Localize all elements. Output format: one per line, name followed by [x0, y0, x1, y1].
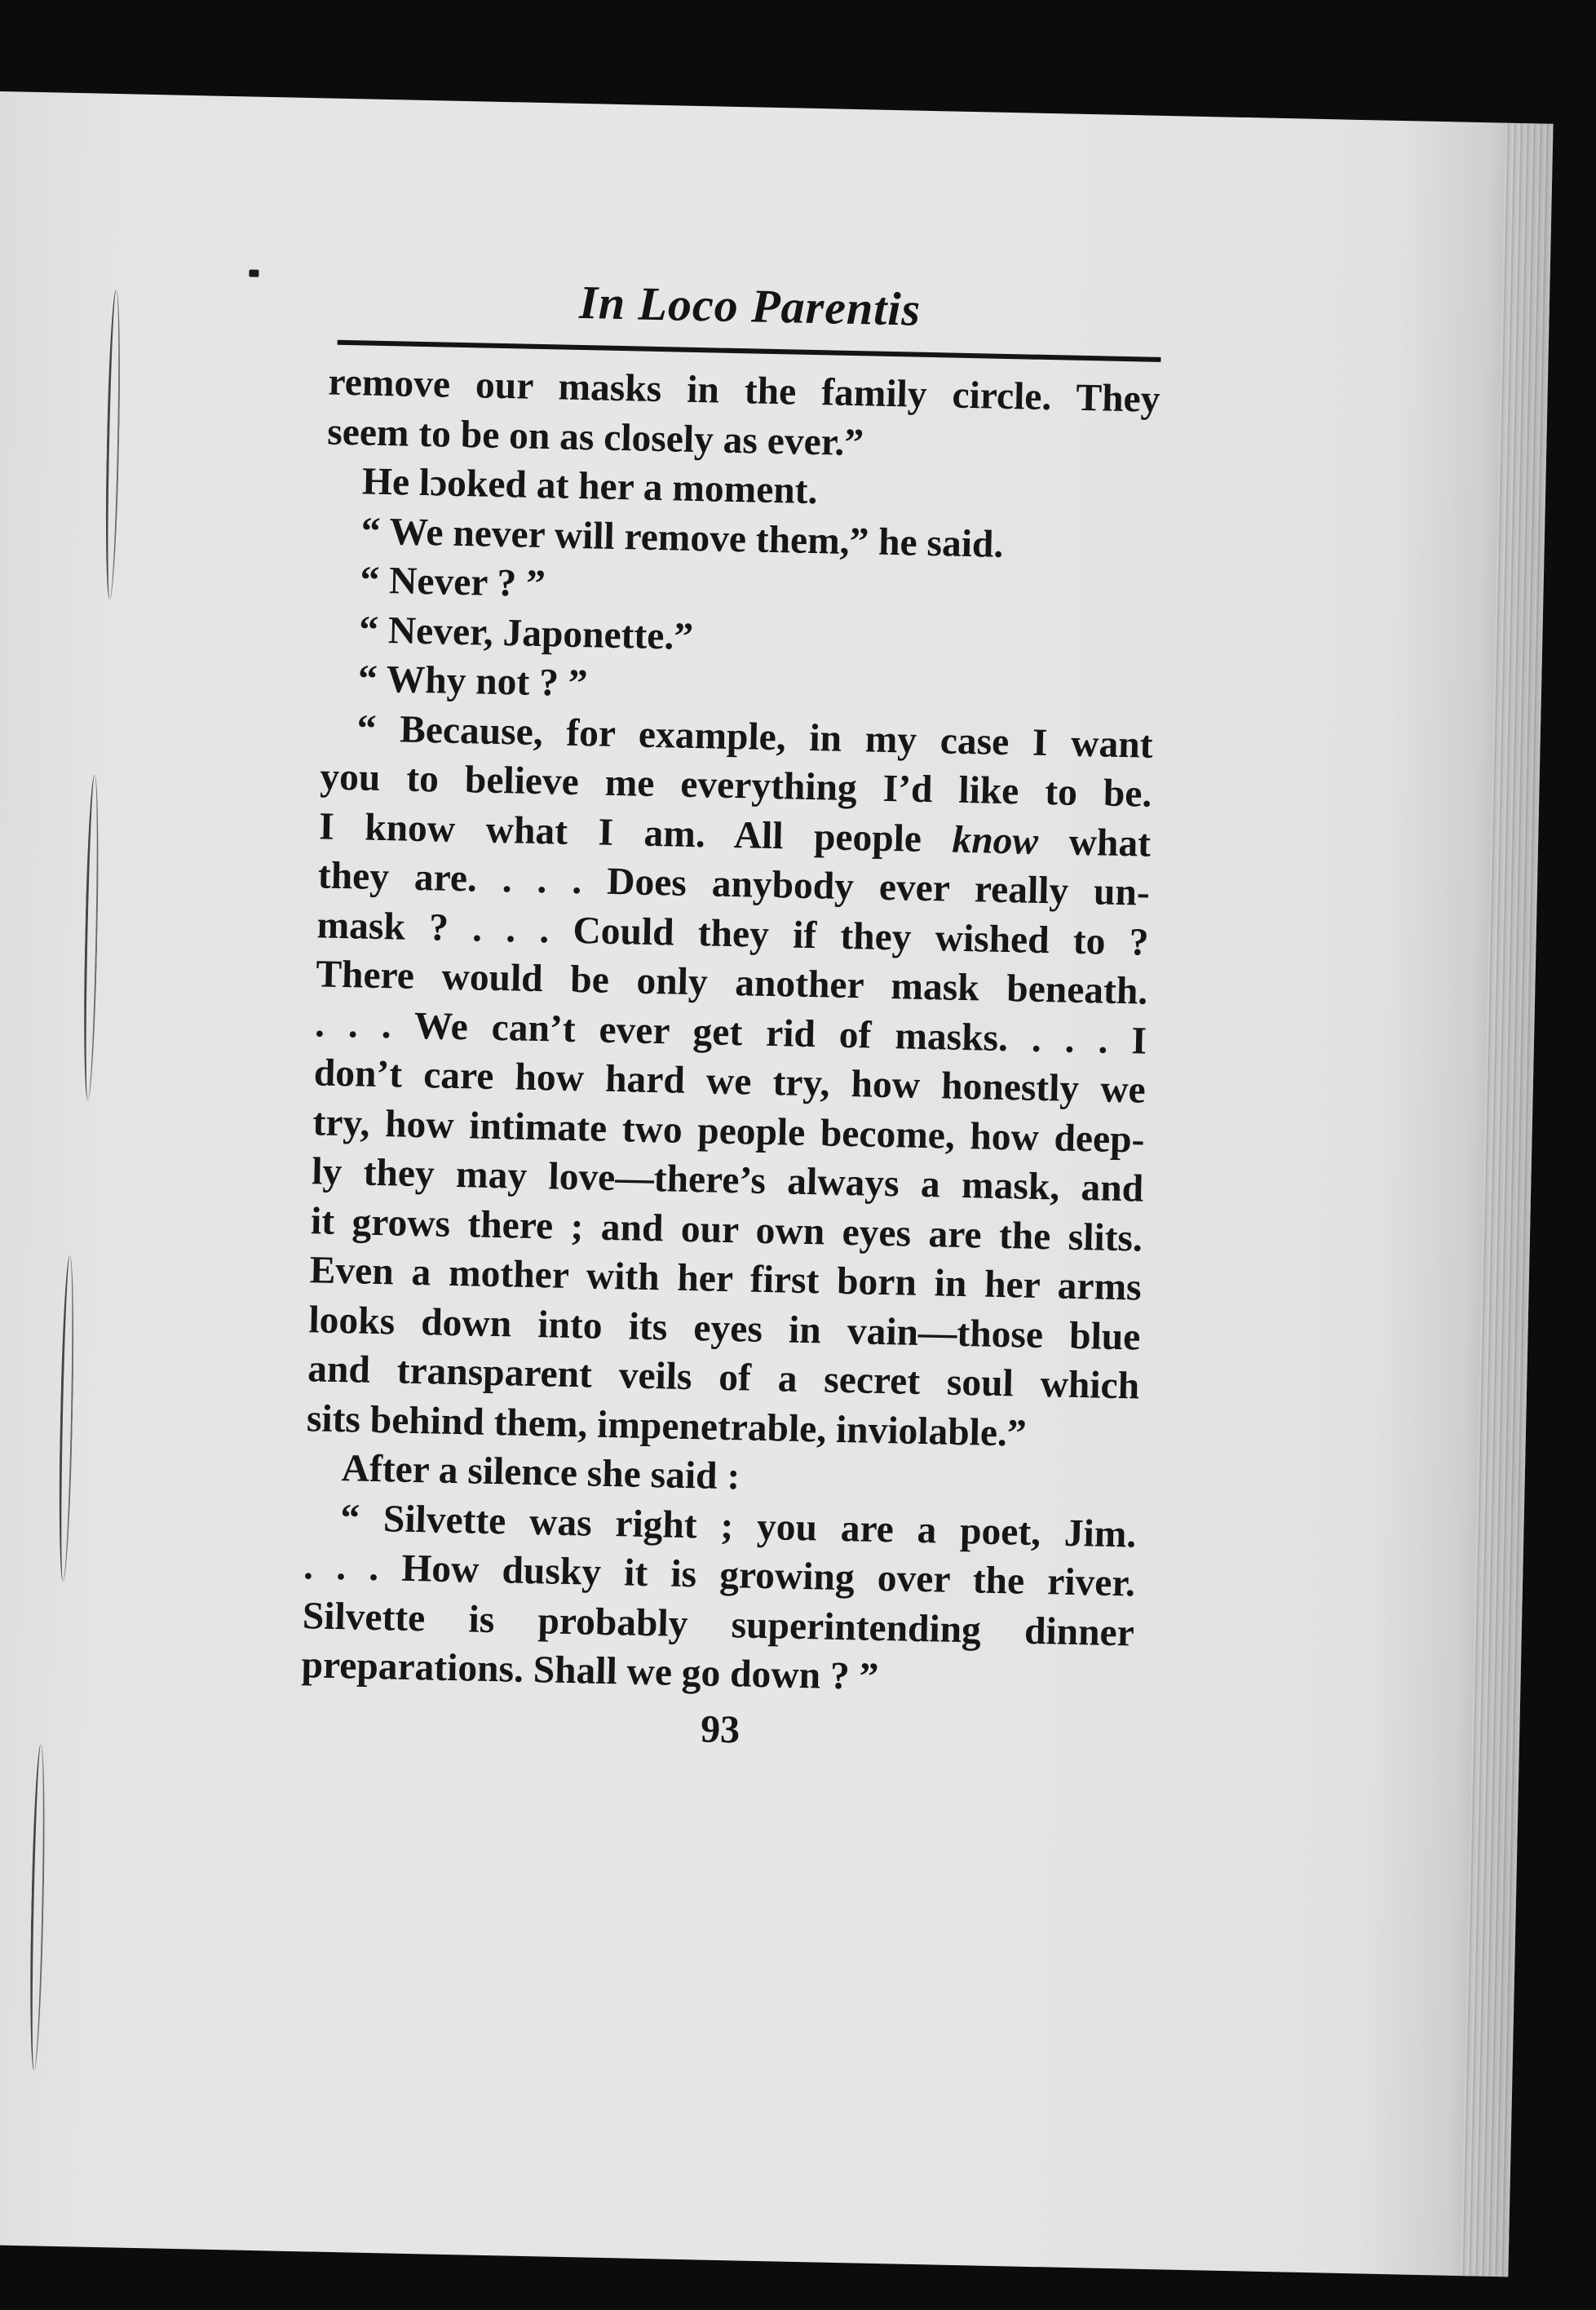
- binding-stitch: [57, 1255, 76, 1582]
- text-line-content: they are. . . . Does anybody ever really un-: [317, 854, 1151, 914]
- running-head: In Loco Parentis: [578, 275, 922, 336]
- text-line-content: you to believe me everything I’d like to be.: [319, 755, 1152, 816]
- binding-stitch: [28, 1744, 46, 2070]
- text-line-content: He lɔoked at her a moment.: [361, 460, 818, 513]
- text-line-content: and transparent veils of a secret soul which: [307, 1348, 1140, 1408]
- text-line-content: There would be only another mask beneath.: [315, 953, 1148, 1013]
- text-line-content: “ Why not ? ”: [357, 657, 589, 706]
- text-line-content: “ Silvette was right ; you are a poet, Jim.: [339, 1496, 1137, 1556]
- body-text: [301, 358, 1161, 1708]
- text-line-content: I know what I am. All people: [318, 804, 922, 861]
- text-line-content: Even a mother with her first born in her arms: [309, 1249, 1143, 1309]
- page-number: 93: [700, 1707, 741, 1752]
- text-line-content: preparations. Shall we go down ? ”: [301, 1644, 879, 1698]
- text-line-content: “ Never ? ”: [359, 559, 546, 606]
- text-line-content: looks down into its eyes in vain—those blue: [308, 1298, 1141, 1359]
- text-line-content: “ Because, for example, in my case I want: [356, 706, 1154, 767]
- binding-stitch: [82, 774, 100, 1100]
- italic-word: know: [952, 818, 1039, 863]
- text-line-content: . . . How dusky it is growing over the river.: [303, 1545, 1136, 1605]
- text-line-content: it grows there ; and our own eyes are the slits.: [310, 1199, 1143, 1260]
- binding-stitch: [104, 290, 122, 600]
- page-edge-shading: [1459, 123, 1553, 2277]
- text-line-tail: what: [1037, 820, 1152, 865]
- text-line-content: don’t care how hard we try, how honestly we: [313, 1051, 1147, 1112]
- header-rule: [338, 340, 1161, 362]
- text-line-content: After a silence she said :: [341, 1447, 741, 1498]
- text-line-content: seem to be on as closely as ever.”: [326, 410, 864, 464]
- ink-speck: [249, 269, 259, 277]
- text-line-content: try, how intimate two people become, how deep-: [312, 1100, 1145, 1162]
- text-line-content: Silvette is probably superintending dinner: [302, 1594, 1135, 1655]
- text-line-content: “ We never will remove them,” he said.: [360, 509, 1004, 566]
- text-line-content: ly they may love—there’s always a mask, and: [311, 1150, 1144, 1210]
- book-page: [0, 91, 1554, 2277]
- text-line-content: remove our masks in the family circle. They: [328, 361, 1161, 421]
- text-line-content: mask ? . . . Could they if they wished to ?: [316, 903, 1150, 964]
- text-line-content: . . . We can’t ever get rid of masks. . . . I: [314, 1002, 1147, 1063]
- text-line-content: sits behind them, impenetrable, inviolable.”: [306, 1396, 1028, 1455]
- text-line-content: “ Never, Japonette.”: [358, 608, 694, 658]
